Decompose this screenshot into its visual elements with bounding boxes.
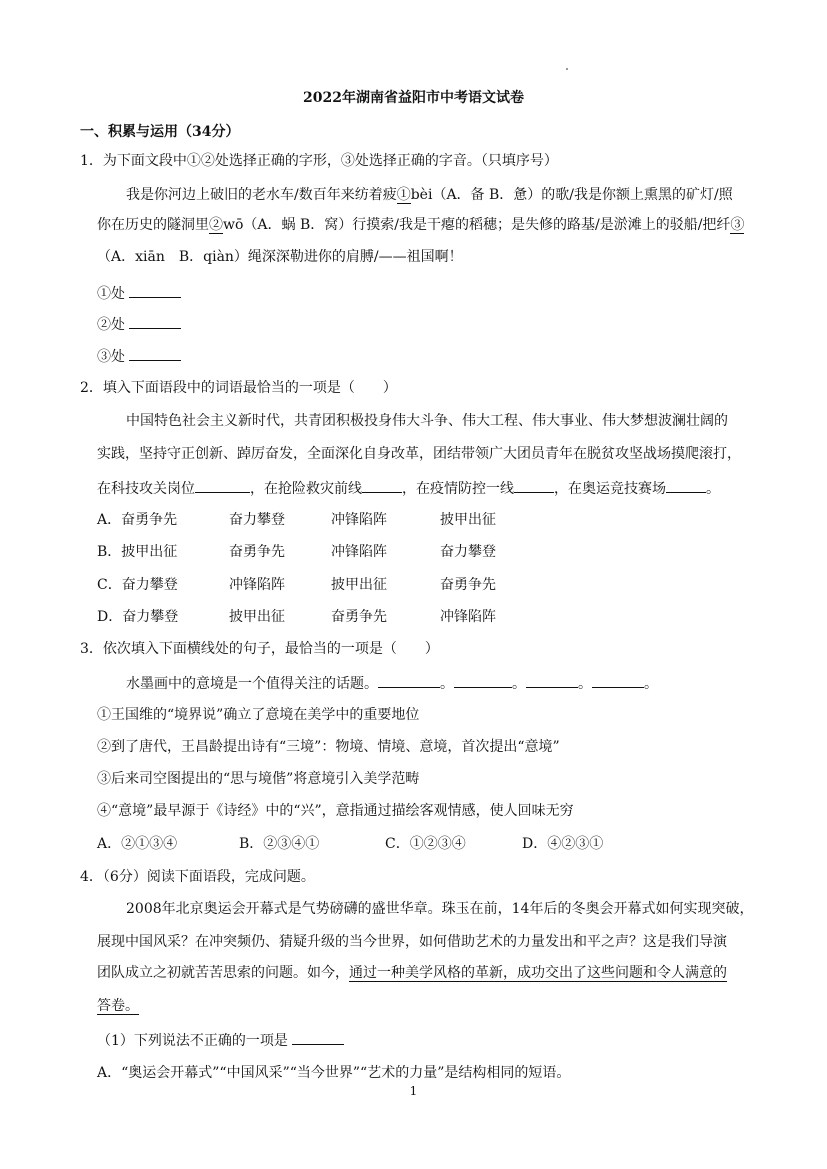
fill-blank[interactable] bbox=[592, 673, 644, 688]
page-number: 1 bbox=[409, 1084, 418, 1098]
fill-blank[interactable] bbox=[378, 673, 440, 688]
q2-option-cell: 冲锋陷阵 bbox=[229, 577, 285, 593]
underlined-sentence: 通过一种美学风格的革新，成功交出了这些问题和令人满意的 bbox=[349, 965, 727, 981]
q2-option-cell: 奋勇争先 bbox=[229, 544, 285, 560]
q3-option-d[interactable]: D．④②③① bbox=[522, 836, 604, 852]
page-title: 2022年湖南省益阳市中考语文试卷 bbox=[303, 90, 524, 106]
q2-option-cell: 奋力攀登 bbox=[229, 512, 285, 528]
q1-poem-line3: （A．xiān B．qiàn）绳深深勒进你的肩膊/——祖国啊！ bbox=[97, 249, 463, 265]
marker-3: ③ bbox=[730, 217, 745, 233]
q4-para-line1: 2008年北京奥运会开幕式是气势磅礴的盛世华章。珠玉在前，14年后的冬奥会开幕式如何实现突破， bbox=[126, 901, 754, 917]
q3-sentence-4: ④“意境”最早源于《诗经》中的“兴”，意指通过描绘客观情感，使人回味无穷 bbox=[97, 803, 574, 819]
q2-option-cell: 冲锋陷阵 bbox=[331, 544, 387, 560]
fill-blank[interactable] bbox=[362, 478, 402, 493]
q2-option-b[interactable]: B．披甲出征 bbox=[97, 544, 178, 560]
fill-blank[interactable] bbox=[666, 478, 706, 493]
q2-option-cell: 披甲出征 bbox=[440, 512, 496, 528]
q3-para: 水墨画中的意境是一个值得关注的话题。 。 。 。 。 bbox=[126, 673, 658, 694]
q3-sentence-1: ①王国维的“境界说”确立了意境在美学中的重要地位 bbox=[97, 707, 420, 723]
q2-option-cell: 奋勇争先 bbox=[331, 609, 387, 625]
q1-poem-line2: 你在历史的隧洞里②wō（A．蜗 B．窝）行摸索/我是干瘪的稻穗；是失修的路基/是淤滩上的驳船/把纤③ bbox=[97, 217, 745, 233]
q3-sentence-3: ③后来司空图提出的“思与境偕”将意境引入美学范畴 bbox=[97, 771, 420, 787]
scan-speck bbox=[566, 68, 568, 70]
underlined-sentence: 答卷。 bbox=[97, 998, 139, 1014]
q1-answer-1: ①处 bbox=[97, 283, 181, 304]
q2-option-cell: 奋力攀登 bbox=[440, 544, 496, 560]
q2-para-line1: 中国特色社会主义新时代，共青团积极投身伟大斗争、伟大工程、伟大事业、伟大梦想波澜壮阔的 bbox=[126, 413, 728, 429]
q4-stem: 4．（6分）阅读下面语段，完成问题。 bbox=[80, 869, 315, 885]
q2-option-cell: 冲锋陷阵 bbox=[440, 609, 496, 625]
q2-stem: 2．填入下面语段中的词语最恰当的一项是（ ） bbox=[80, 380, 397, 396]
q3-sentence-2: ②到了唐代，王昌龄提出诗有“三境”：物境、情境、意境，首次提出“意境” bbox=[97, 739, 560, 755]
q4-para-line4 bbox=[97, 996, 139, 1016]
q4-para-line2: 展现中国风采？在冲突频仍、猜疑升级的当今世界，如何借助艺术的力量发出和平之声？这是我们导演 bbox=[97, 934, 727, 950]
q1-answer-2: ②处 bbox=[97, 314, 181, 335]
q2-option-d[interactable]: D．奋力攀登 bbox=[97, 609, 179, 625]
answer-blank[interactable] bbox=[129, 283, 181, 298]
q2-option-c[interactable]: C．奋力攀登 bbox=[97, 577, 178, 593]
q1-stem: 1．为下面文段中①②处选择正确的字形，③处选择正确的字音。（只填序号） bbox=[80, 153, 558, 169]
q3-option-a[interactable]: A．②①③④ bbox=[97, 836, 178, 852]
answer-blank[interactable] bbox=[129, 314, 181, 329]
q2-para-line3: 在科技攻关岗位 ，在抢险救灾前线 ，在疫情防控一线 ，在奥运竞技赛场 。 bbox=[97, 478, 720, 499]
q2-option-cell: 披甲出征 bbox=[229, 609, 285, 625]
q3-stem: 3．依次填入下面横线处的句子，最恰当的一项是（ ） bbox=[80, 641, 439, 657]
q2-option-cell: 冲锋陷阵 bbox=[331, 512, 387, 528]
answer-blank[interactable] bbox=[292, 1030, 344, 1045]
marker-2: ② bbox=[209, 217, 223, 233]
fill-blank[interactable] bbox=[454, 673, 512, 688]
q2-option-cell: 奋勇争先 bbox=[440, 577, 496, 593]
section-heading: 一、积累与运用（34分） bbox=[80, 124, 240, 140]
q3-option-b[interactable]: B．②③④① bbox=[239, 836, 320, 852]
q4-para-line3: 团队成立之初就苦苦思索的问题。如今，通过一种美学风格的革新，成功交出了这些问题和令人满意的 bbox=[97, 965, 727, 981]
fill-blank[interactable] bbox=[195, 478, 250, 493]
q1-poem-line1: 我是你河边上破旧的老水车/数百年来纺着疲①bèi（A．备 B．惫）的歌/我是你额上熏黑的矿灯/照 bbox=[126, 187, 733, 203]
q2-para-line2: 实践，坚持守正创新、踔厉奋发，全面深化自身改革，团结带领广大团员青年在脱贫攻坚战场摸爬滚打， bbox=[97, 446, 741, 462]
answer-blank[interactable] bbox=[129, 346, 181, 361]
q2-option-cell: 披甲出征 bbox=[331, 577, 387, 593]
q3-option-c[interactable]: C．①②③④ bbox=[385, 836, 466, 852]
marker-1: ① bbox=[396, 187, 411, 203]
q2-option-a[interactable]: A．奋勇争先 bbox=[97, 512, 178, 528]
fill-blank[interactable] bbox=[514, 478, 554, 493]
q1-answer-3: ③处 bbox=[97, 346, 181, 367]
q4-subquestion-1: （1）下列说法不正确的一项是 bbox=[97, 1030, 344, 1051]
q4-option-a[interactable]: A．“奥运会开幕式”“中国风采”“当今世界”“艺术的力量”是结构相同的短语。 bbox=[97, 1065, 571, 1081]
fill-blank[interactable] bbox=[526, 673, 578, 688]
